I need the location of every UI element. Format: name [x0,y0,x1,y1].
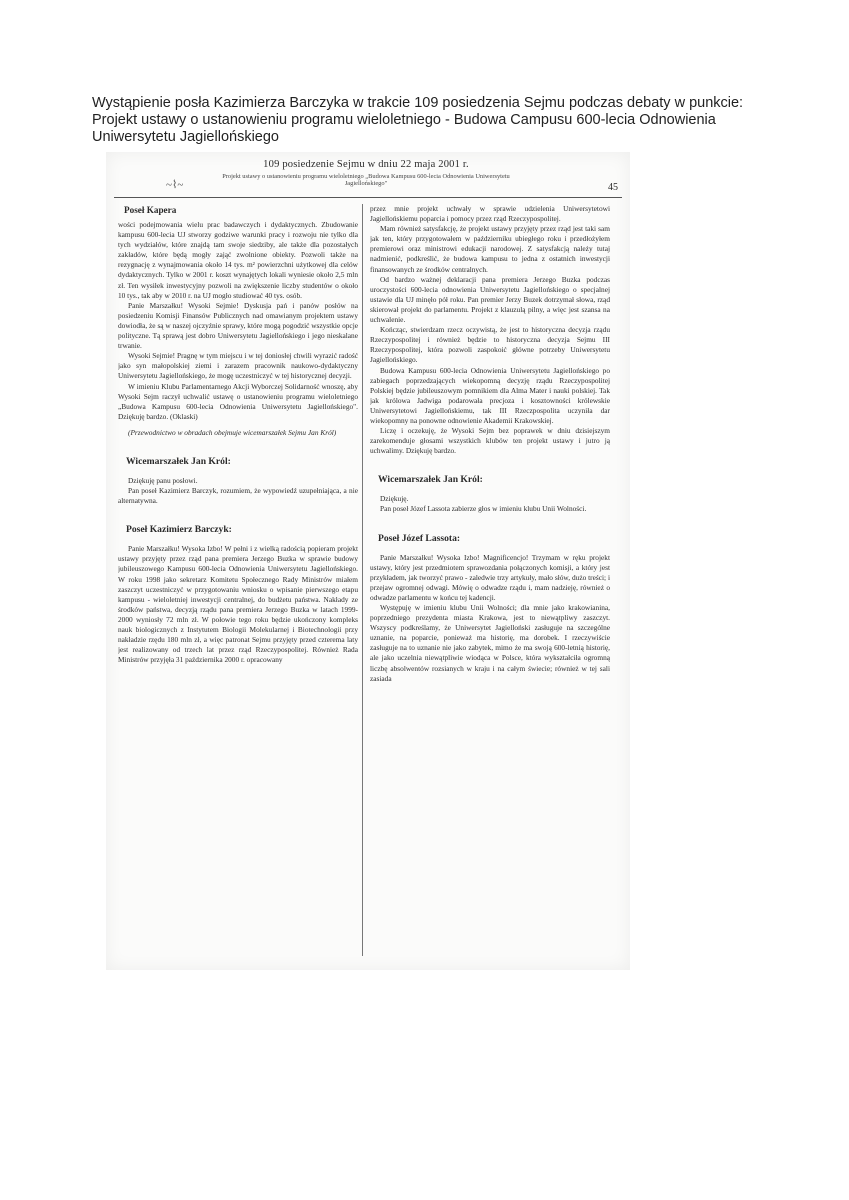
scanned-page [106,152,630,970]
paragraph: Występuję w imieniu klubu Unii Wolności; dla mnie jako krakowianina, poprzedniego prezydenta miasta Krakowa, jest to niewątpliwy zaszczyt. Wszyscy podkreślamy, że Uniwersytet Jagielloński zasługuje na szczególne uznanie, na poparcie, ponieważ ma historię, ma dorobek. I rzeczywiście zasługuje na to uznanie nie jako zabytek, mimo że ma swoją 600-letnią historię, ale jako uczelnia niewątpliwie wiodąca w Polsce, która wykształciła ogromną liczbę absolwentów rozsianych w kraju i na całym świecie; również w tej sali zasiada [370,603,610,683]
paragraph: Kończąc, stwierdzam rzecz oczywistą, że jest to historyczna decyzja rządu Rzeczypospolitej i również będzie to historyczna decyzja Sejmu III Rzeczypospolitej, która pozwoli zaspokoić główne potrzeby Uniwersytetu Jagiellońskiego. [370,325,610,365]
paragraph: wości podejmowania wielu prac badawczych i dydaktycznych. Zbudowanie kampusu 600-lecia UJ stworzy godziwe warunki pracy i rozwoju nie tylko dla tych wydziałów, które znajdą tam swoje siedziby, ale także dla pozostałych zakładów, które będą mogły zająć zwolnione obiekty. Pozwoli także na rezygnację z wynajmowania około 14 tys. m² powierzchni użytkowej dla celów dydaktycznych. Tylko w 2001 r. koszt wynajętych lokali wyniesie około 2,5 mln zł. Ten wysiłek inwestycyjny pozwoli na zwiększenie liczby studentów o około 10 tys., tak aby w 2010 r. na UJ mogło studiować 40 tys. osób. [118,220,358,300]
left-column [118,204,358,964]
right-column [370,204,610,964]
paragraph: W imieniu Klubu Parlamentarnego Akcji Wyborczej Solidarność wnoszę, aby Wysoki Sejm raczył uchwalić ustawę o ustanowieniu programu wieloletniego „Budowa Kampusu 600-lecia Odnowienia Uniwersytetu Jagiellońskiego". Dziękuję bardzo. (Oklaski) [118,381,358,421]
speaker-heading: Wicemarszałek Jan Król: [126,455,231,467]
paragraph: Pan poseł Kazimierz Barczyk, rozumiem, że wypowiedź uzupełniająca, a nie alternatywna. [118,486,358,506]
chair-note: (Przewodnictwo w obradach obejmuje wicemarszałek Sejmu Jan Król) [128,427,337,437]
header-subtitle: Projekt ustawy o ustanowieniu programu wieloletniego „Budowa Kampusu 600-lecia Odnowienia Uniwersytetu Jagiellońskiego" [222,173,510,188]
header-rule [114,197,622,198]
paragraph: Wysoki Sejmie! Pragnę w tym miejscu i w tej doniosłej chwili wyrazić radość jako syn małopolskiej ziemi i zarazem pracownik naukowo-dydaktyczny Uniwersytetu Jagiellońskiego, że mogę uczestniczyć w tej historycznej decyzji. [118,351,358,381]
speaker-heading: Poseł Kazimierz Barczyk: [126,524,232,536]
paragraph: przez mnie projekt uchwały w sprawie udzielenia Uniwersytetowi Jagiellońskiemu poparcia i pomocy przez rząd Rzeczypospolitej. [370,204,610,224]
paragraph: Mam również satysfakcję, że projekt ustawy przyjęty przez rząd jest taki sam jak ten, który przygotowałem w październiku ubiegłego roku i przedłożyłem premierowi oraz ministrowi edukacji narodowej. Z satysfakcją należy tutaj nadmienić, podkreślić, że budowa kampusu to jedna z ostatnich inwestycji finansowanych ze środków centralnych. [370,224,610,274]
page-number: 45 [608,182,618,193]
speaker-heading: Wicemarszałek Jan Król: [378,474,483,486]
paragraph: Pan poseł Józef Lassota zabierze głos w imieniu klubu Unii Wolności. [380,504,587,514]
paragraph: Panie Marszałku! Wysoka Izbo! W pełni i z wielką radością popieram projekt ustawy przyjęty przez rząd pana premiera Jerzego Buzka w sprawie budowy jubileuszowego Kampusu 600-lecia Odnowienia Uniwersytetu Jagiellońskiego. W roku 1998 jako sekretarz Komitetu Społecznego Rady Ministrów miałem zaszczyt uczestniczyć w przygotowaniu wniosku o wpisanie pierwszego etapu kampusu - wieloletniej inwestycji centralnej, do budżetu państwa. Nakłady ze środków państwa, decyzją rządu pana premiera Jerzego Buzka w latach 1999-2000 wyniosły 72 mln zł. W połowie tego roku będzie ukończony kompleks nauk biologicznych z Instytutem Biologii Molekularnej i Biotechnologii przy nakładzie rzędu 180 mln zł, a więc patronat Sejmu przyjęty przed czterema laty jest realizowany od trzech lat przez rząd Rzeczypospolitej. Również Rada Ministrów przyjęła 31 października 2000 r. opracowany [118,544,358,665]
paragraph: Od bardzo ważnej deklaracji pana premiera Jerzego Buzka podczas uroczystości 600-lecia odnowienia Uniwersytetu Jagiellońskiego o specjalnej ustawie dla UJ minęło pół roku. Pan premier Jerzy Buzek dotrzymał słowa, rząd skierował projekt do parlamentu. Projekt z klauzulą pilny, a więc jest szansa na uchwalenie. [370,274,610,325]
pen-mark-icon: ~⌇~ [166,179,184,191]
scan-header [106,152,630,200]
paragraph: Budowa Kampusu 600-lecia Odnowienia Uniwersytetu Jagiellońskiego po zabiegach poprzedzających wiekopomną decyzję rządu Rzeczypospolitej Polskiej będzie jubileuszowym pomnikiem dla Alma Mater i nauki polskiej. Tak jak królowa Jadwiga podarowała precjoza i kosztowności królewskie Uniwersytetowi Jagiellońskiemu, tak III Rzeczpospolita uczyniła dar wiekopomny na ponowne odnowienie Akademii Krakowskiej. [370,365,610,425]
paragraph: Panie Marszałku! Wysoki Sejmie! Dyskusja pań i panów posłów na posiedzeniu Komisji Finansów Publicznych nad omawianym projektem ustawy dowiodła, że są w naszej ojczyźnie sprawy, które mogą pogodzić wszystkie opcje polityczne. Tą sprawą jest dobro Uniwersytetu Jagiellońskiego i jego nieskalane trwanie. [118,300,358,351]
header-title: 109 posiedzenie Sejmu w dniu 22 maja 2001 r. [263,159,469,170]
paragraph: Dziękuję panu posłowi. [128,475,198,485]
page-caption: Wystąpienie posła Kazimierza Barczyka w trakcie 109 posiedzenia Sejmu podczas debaty w punkcie: Projekt ustawy o ustanowieniu programu wieloletniego - Budowa Campusu 600-lecia Odnowienia Uniwersytetu Jagiellońskiego [92,95,744,145]
paragraph: Liczę i oczekuję, że Wysoki Sejm bez poprawek w dniu dzisiejszym zarekomenduje głosami wszystkich klubów ten projekt ustawy i jutro ją uchwalimy. Dziękuję bardzo. [370,426,610,456]
speaker-heading: Poseł Józef Lassota: [378,532,461,544]
column-divider [362,204,363,956]
paragraph: Panie Marszałku! Wysoka Izbo! Magnificencjo! Trzymam w ręku projekt ustawy, który jest przedmiotem sprawozdania połączonych komisji, a który jest przykładem, jak tworzyć prawo - zaledwie trzy artykuły, mało słów, dużo treści; i przejaw ogromnej odwagi. Mówię o odwadze rządu i, mam nadzieję, również o odwadze parlamentu w końcu tej kadencji. [370,552,610,602]
paragraph: Dziękuję. [380,494,409,504]
speaker-heading: Poseł Kapera [124,205,177,215]
